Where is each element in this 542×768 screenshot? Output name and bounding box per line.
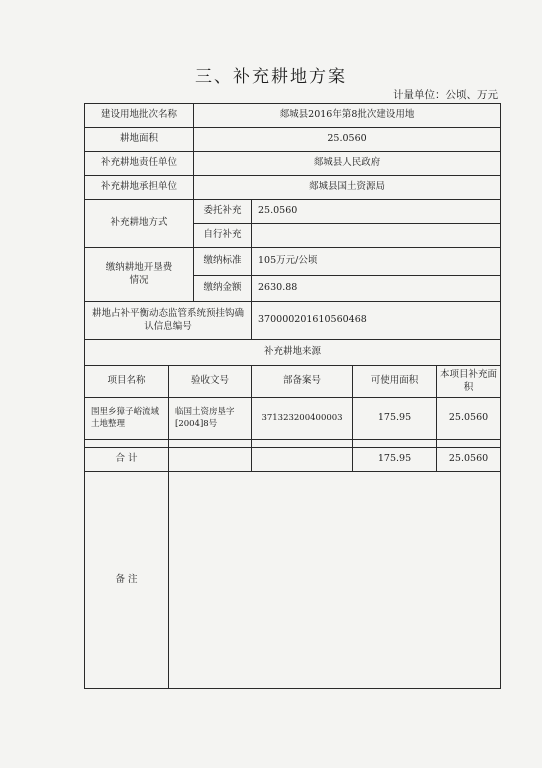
system-row — [85, 302, 501, 340]
plan-table — [84, 103, 501, 689]
blank-row — [85, 440, 501, 448]
undertake-value: 郯城县国土资源局 — [194, 176, 501, 200]
fee-std-row — [85, 248, 501, 276]
self-value — [252, 224, 501, 248]
batch-row — [85, 104, 501, 128]
system-label: 耕地占补平衡动态监管系统预挂钩确认信息编号 — [85, 302, 252, 340]
total-usable-area: 175.95 — [353, 448, 437, 472]
remarks-label: 备 注 — [85, 472, 169, 689]
source-data-row — [85, 398, 501, 440]
row-project-name: 围里乡獐子峪流域土地整理 — [85, 398, 169, 440]
resp-row — [85, 152, 501, 176]
row-record-no: 371323200400003 — [252, 398, 353, 440]
batch-label: 建设用地批次名称 — [85, 104, 194, 128]
self-label: 自行补充 — [194, 224, 252, 248]
entrust-value: 25.0560 — [252, 200, 501, 224]
header-record-no: 部备案号 — [252, 366, 353, 398]
remarks-value — [169, 472, 501, 689]
fee-amount-value: 2630.88 — [252, 276, 501, 302]
header-usable-area: 可使用面积 — [353, 366, 437, 398]
source-header-row — [85, 366, 501, 398]
fee-label: 缴纳耕地开垦费情况 — [85, 248, 194, 302]
area-value: 25.0560 — [194, 128, 501, 152]
row-usable-area: 175.95 — [353, 398, 437, 440]
row-doc-no: 临国土资房垦字[2004]8号 — [169, 398, 252, 440]
header-project-name: 项目名称 — [85, 366, 169, 398]
system-value: 370000201610560468 — [252, 302, 501, 340]
plan-table-container — [84, 103, 500, 683]
header-doc-no: 验收文号 — [169, 366, 252, 398]
page-title: 三、补充耕地方案 — [195, 67, 347, 87]
fee-amount-label: 缴纳金额 — [194, 276, 252, 302]
row-supplement-area: 25.0560 — [437, 398, 501, 440]
total-supplement-area: 25.0560 — [437, 448, 501, 472]
undertake-row — [85, 176, 501, 200]
entrust-row — [85, 200, 501, 224]
area-label: 耕地面积 — [85, 128, 194, 152]
header-supplement-area: 本项目补充面积 — [437, 366, 501, 398]
undertake-label: 补充耕地承担单位 — [85, 176, 194, 200]
source-title-row — [85, 340, 501, 366]
resp-value: 郯城县人民政府 — [194, 152, 501, 176]
total-label: 合 计 — [85, 448, 169, 472]
fee-std-label: 缴纳标准 — [194, 248, 252, 276]
remarks-row — [85, 472, 501, 689]
entrust-label: 委托补充 — [194, 200, 252, 224]
batch-value: 郯城县2016年第8批次建设用地 — [194, 104, 501, 128]
fee-std-value: 105万元/公顷 — [252, 248, 501, 276]
method-label: 补充耕地方式 — [85, 200, 194, 248]
unit-note: 计量单位：公顷、万元 — [393, 89, 498, 101]
resp-label: 补充耕地责任单位 — [85, 152, 194, 176]
area-row — [85, 128, 501, 152]
total-row — [85, 448, 501, 472]
source-section-title: 补充耕地来源 — [85, 340, 501, 366]
